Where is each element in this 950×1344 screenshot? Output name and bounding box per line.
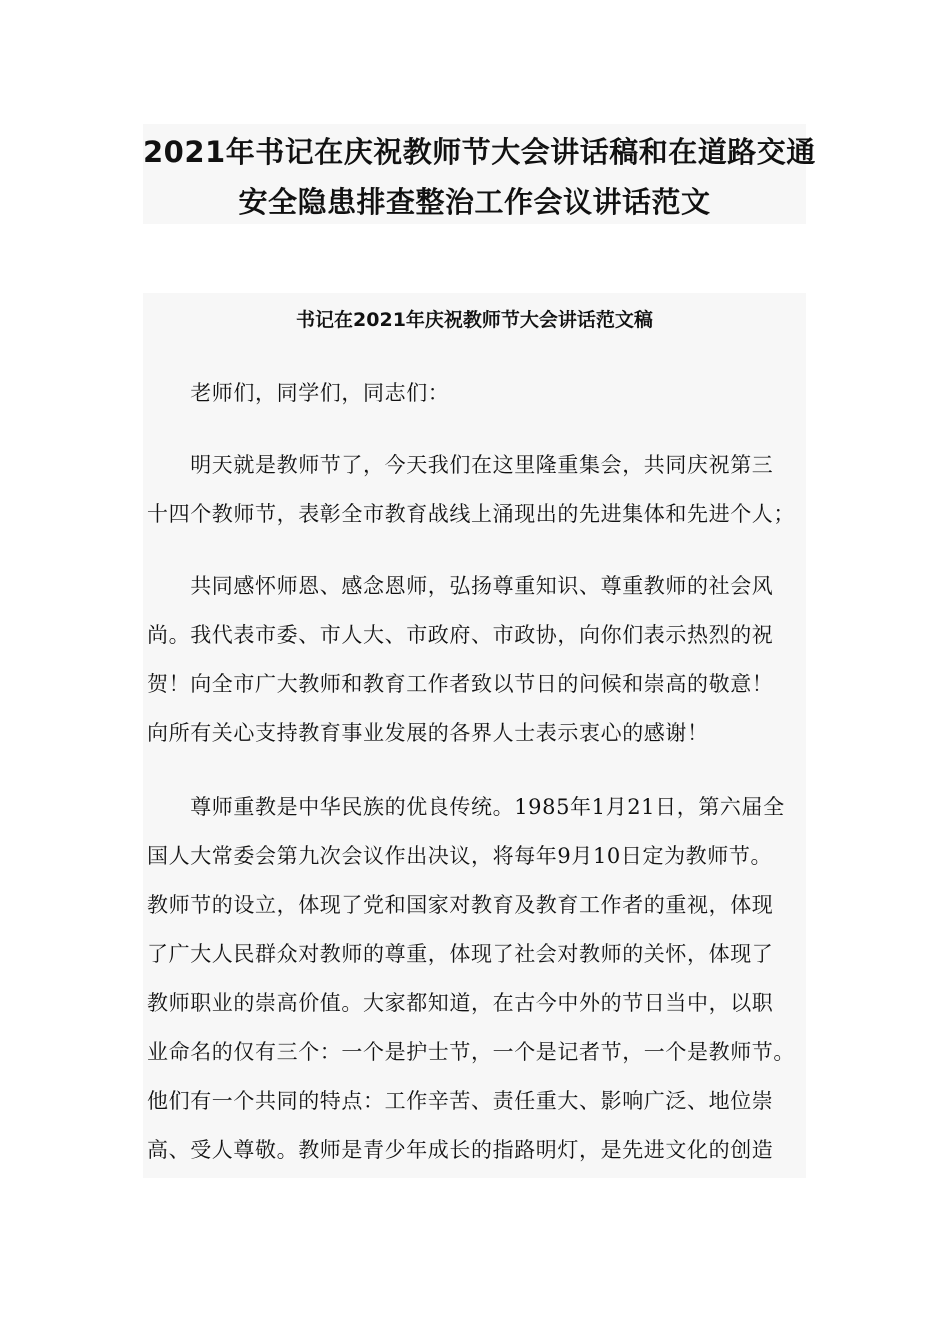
body-line: 他们有一个共同的特点：工作辛苦、责任重大、影响广泛、地位崇 bbox=[147, 1089, 774, 1113]
body-line: 明天就是教师节了，今天我们在这里隆重集会，共同庆祝第三 bbox=[147, 453, 774, 477]
body-line: 尊师重教是中华民族的优良传统。1985年1月21日，第六届全 bbox=[147, 795, 785, 819]
document-title bbox=[143, 124, 816, 224]
body-line: 教师职业的崇高价值。大家都知道，在古今中外的节日当中，以职 bbox=[147, 991, 774, 1015]
title-line-2: 安全隐患排查整治工作会议讲话范文 bbox=[238, 185, 711, 219]
document-body bbox=[143, 293, 806, 1178]
body-line: 了广大人民群众对教师的尊重，体现了社会对教师的关怀，体现了 bbox=[147, 942, 774, 966]
title-line-1: 2021年书记在庆祝教师节大会讲话稿和在道路交通 bbox=[143, 135, 816, 169]
body-line: 尚。我代表市委、市人大、市政府、市政协，向你们表示热烈的祝 bbox=[147, 623, 774, 647]
body-line: 业命名的仅有三个：一个是护士节，一个是记者节，一个是教师节。 bbox=[147, 1040, 795, 1064]
body-line: 国人大常委会第九次会议作出决议，将每年9月10日定为教师节。 bbox=[147, 844, 773, 868]
body-line: 老师们，同学们，同志们： bbox=[147, 381, 450, 405]
section-subtitle: 书记在2021年庆祝教师节大会讲话范文稿 bbox=[296, 309, 653, 331]
body-line: 贺！向全市广大教师和教育工作者致以节日的问候和崇高的敬意！ bbox=[147, 672, 774, 696]
body-line: 高、受人尊敬。教师是青少年成长的指路明灯，是先进文化的创造 bbox=[147, 1138, 774, 1162]
body-line: 共同感怀师恩、感念恩师，弘扬尊重知识、尊重教师的社会风 bbox=[147, 574, 774, 598]
body-line: 向所有关心支持教育事业发展的各界人士表示衷心的感谢！ bbox=[147, 721, 709, 745]
body-line: 十四个教师节，表彰全市教育战线上涌现出的先进集体和先进个人； bbox=[147, 502, 795, 526]
body-line: 教师节的设立，体现了党和国家对教育及教育工作者的重视，体现 bbox=[147, 893, 774, 917]
